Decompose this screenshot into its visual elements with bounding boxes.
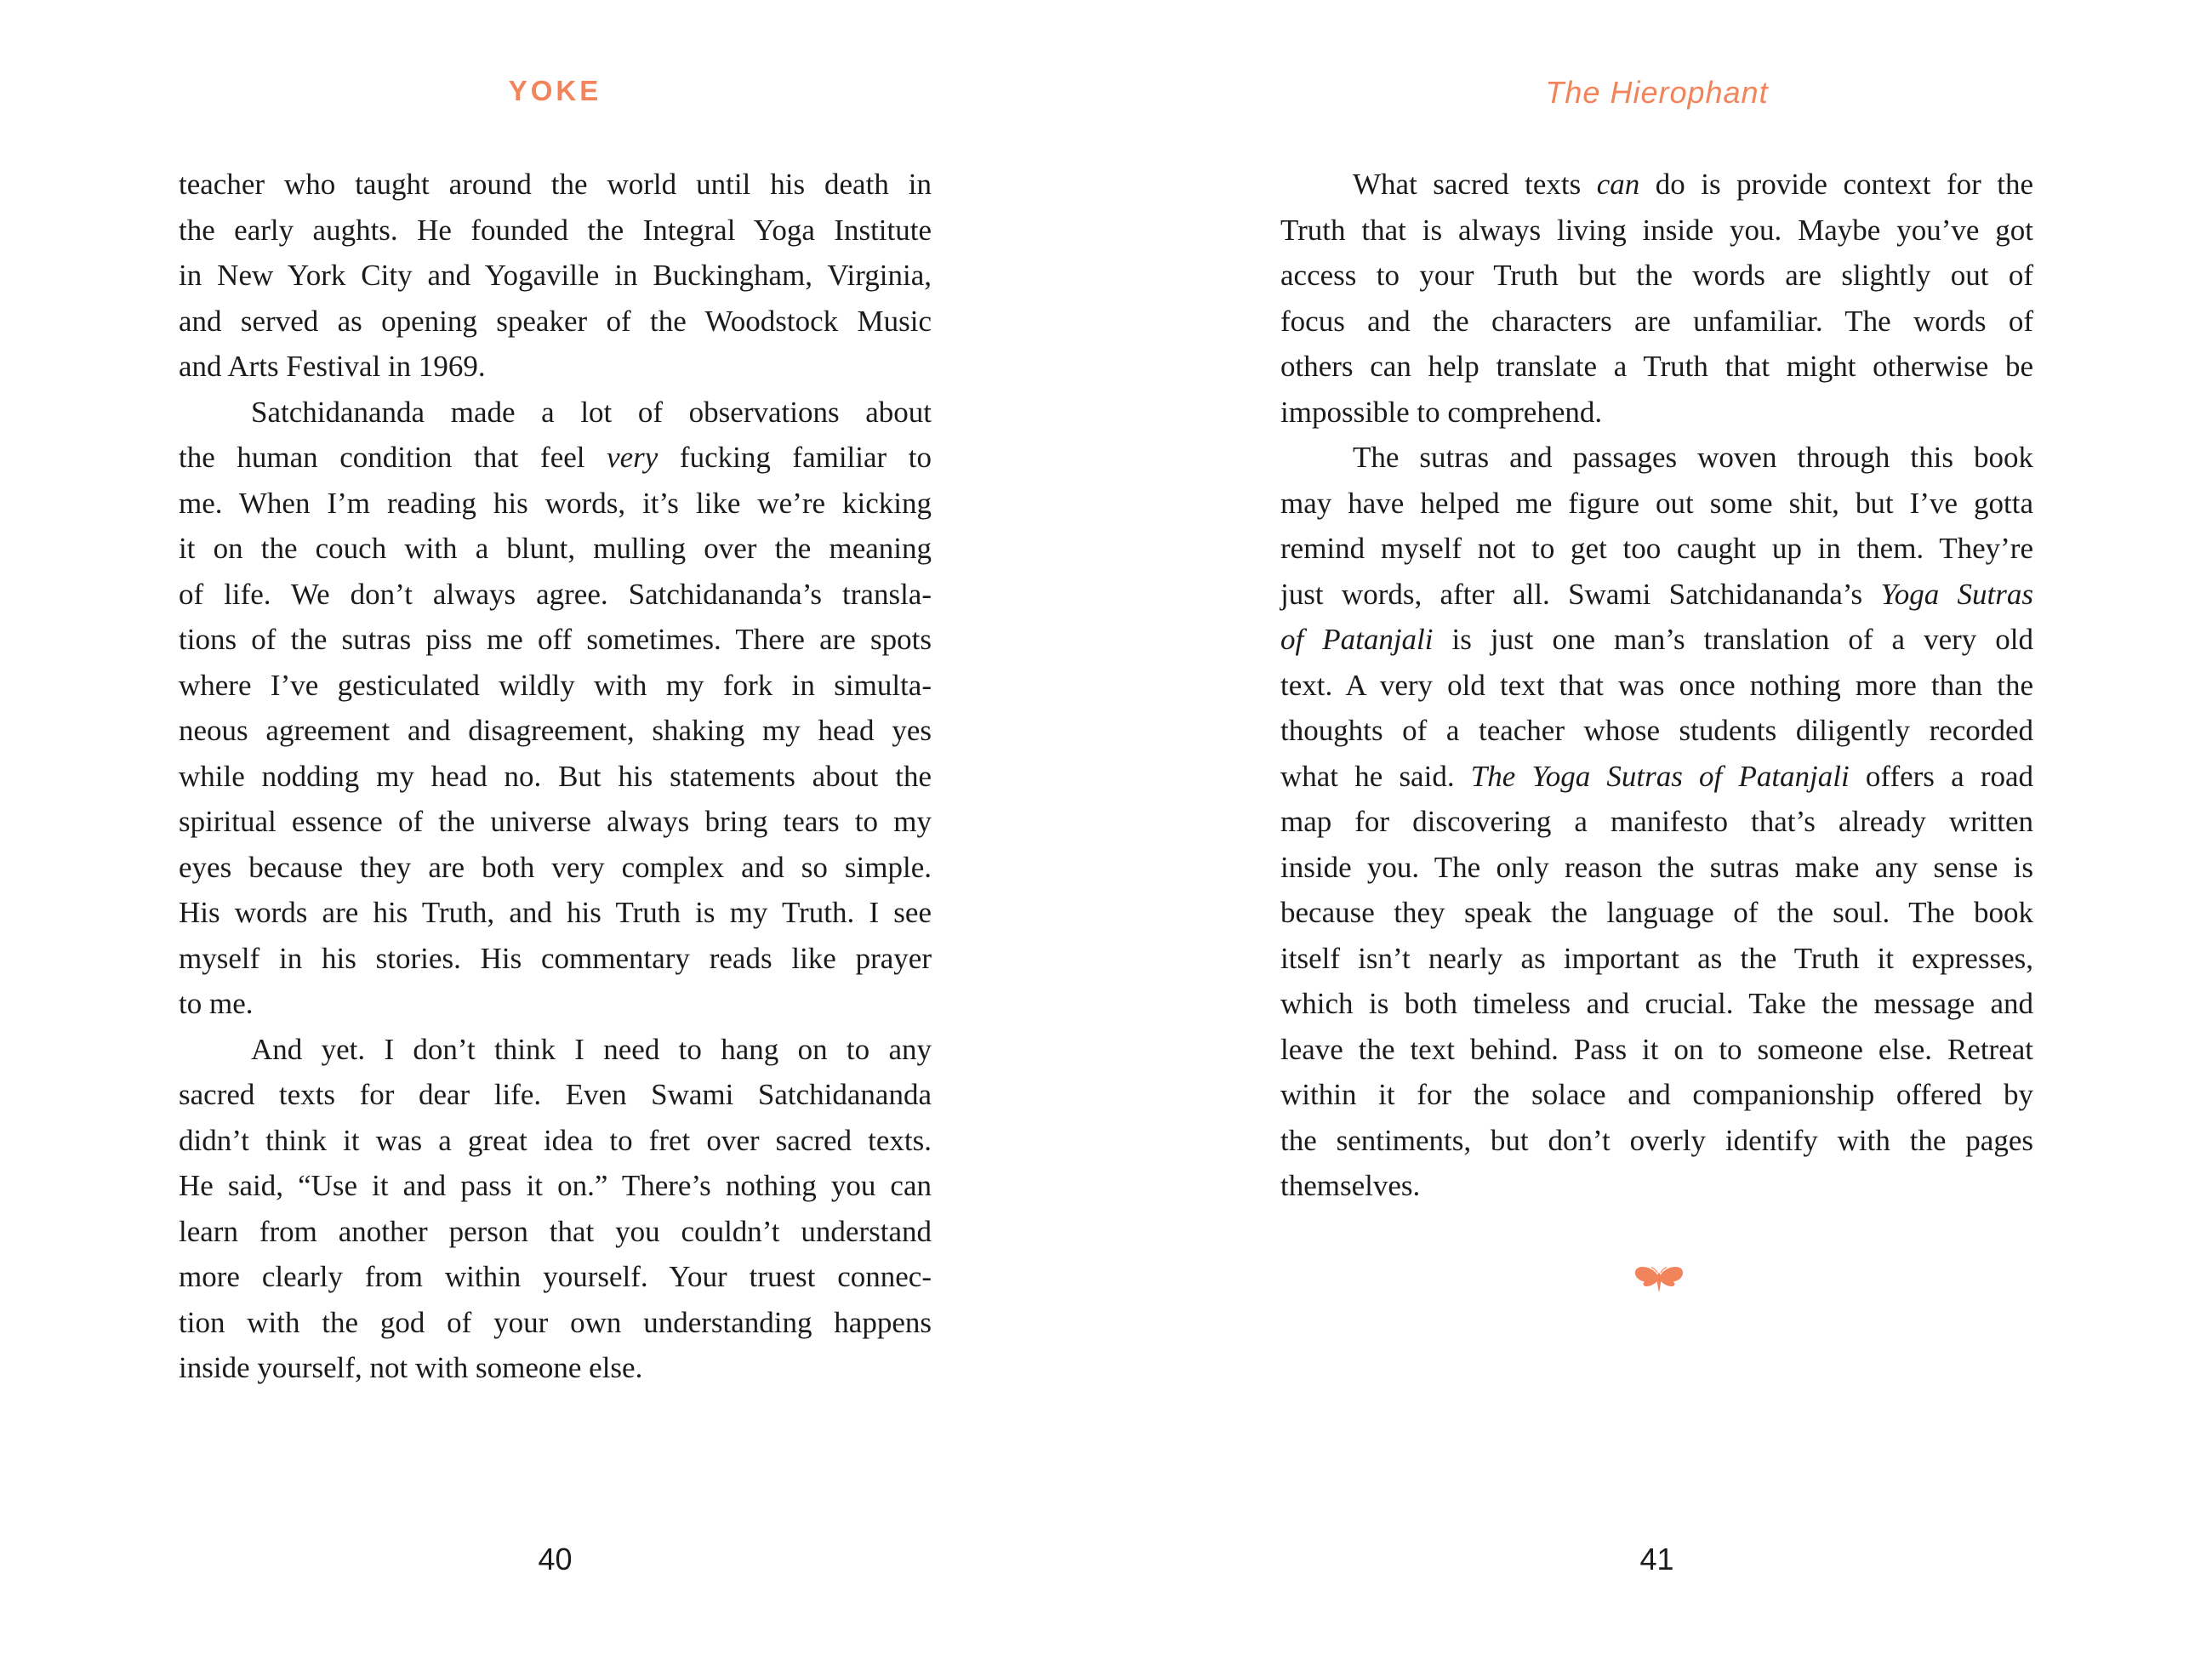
text-line: neous agreement and disagreement, shaking my head yes [179, 714, 932, 747]
italic-text: can [1596, 168, 1640, 201]
text-line: the human condition that feel very fucking familiar to [179, 441, 932, 474]
text-line: tion with the god of your own understanding happens [179, 1305, 932, 1339]
text-line: of life. We don’t always agree. Satchidananda’s transla- [179, 577, 932, 611]
text-line: His words are his Truth, and his Truth is my Truth. I see [179, 896, 932, 929]
text-line: map for discovering a manifesto that’s already written [1280, 805, 2033, 838]
text-line: access to your Truth but the words are slightly out of [1280, 259, 2033, 292]
text-line: The sutras and passages woven through this book [1353, 441, 2033, 474]
text-line: teacher who taught around the world until his death in [179, 168, 932, 201]
text-line: others can help translate a Truth that might otherwise be [1280, 350, 2033, 383]
text-line: the sentiments, but don’t overly identify with the pages [1280, 1123, 2033, 1157]
text-line: spiritual essence of the universe always bring tears to my [179, 805, 932, 838]
text-line: just words, after all. Swami Satchidananda’s Yoga Sutras [1280, 577, 2033, 611]
text-line: impossible to comprehend. [1280, 395, 1603, 429]
italic-text: Yoga Sutras [1880, 577, 2033, 611]
text-line: learn from another person that you couldn’t understand [179, 1214, 932, 1248]
text-line: didn’t think it was a great idea to fret over sacred texts. [179, 1123, 932, 1157]
text-line: themselves. [1280, 1169, 1421, 1202]
text-line: what he said. The Yoga Sutras of Patanjali offers a road [1280, 759, 2034, 793]
text-line: because they speak the language of the soul. The book [1280, 896, 2033, 929]
italic-text: The Yoga Sutras of Patanjali [1470, 759, 1850, 793]
italic-text: very [607, 441, 658, 474]
text-line: it on the couch with a blunt, mulling over the meaning [179, 532, 932, 565]
running-header-right: The Hierophant [1545, 75, 1769, 110]
text-line: Satchidananda made a lot of observations about [251, 395, 932, 429]
moth-icon [1628, 1263, 1690, 1298]
text-line: He said, “Use it and pass it on.” There’s nothing you can [179, 1169, 932, 1202]
text-line: itself isn’t nearly as important as the Truth it expresses, [1280, 941, 2033, 975]
text-line: to me. [179, 987, 254, 1020]
text-line: text. A very old text that was once nothing more than the [1280, 668, 2033, 702]
text-line: where I’ve gesticulated wildly with my fork in simulta- [179, 668, 932, 702]
text-line: may have helped me figure out some shit, but I’ve gotta [1280, 486, 2033, 520]
text-line: What sacred texts can do is provide context for the [1353, 168, 2033, 201]
text-line: focus and the characters are unfamiliar. The words of [1280, 304, 2033, 338]
page-number-left: 40 [538, 1542, 573, 1576]
text-line: And yet. I don’t think I need to hang on to any [251, 1032, 932, 1066]
text-line: leave the text behind. Pass it on to someone else. Retreat [1280, 1032, 2033, 1066]
text-line: eyes because they are both very complex and so simple. [179, 850, 932, 884]
page-number-right: 41 [1639, 1542, 1674, 1576]
text-line: the early aughts. He founded the Integral Yoga Institute [179, 213, 932, 247]
text-line: which is both timeless and crucial. Take the message and [1280, 987, 2033, 1020]
text-line: Truth that is always living inside you. Maybe you’ve got [1280, 213, 2033, 247]
body-text-right [1280, 162, 2033, 1209]
body-text-left [179, 162, 932, 1391]
running-header-left: YOKE [508, 75, 602, 106]
text-line: myself in his stories. His commentary reads like prayer [179, 941, 932, 975]
text-line: inside yourself, not with someone else. [179, 1351, 643, 1384]
text-line: of Patanjali is just one man’s translation of a very old [1280, 623, 2033, 656]
text-line: and served as opening speaker of the Woodstock Music [179, 304, 932, 338]
text-line: tions of the sutras piss me off sometimes. There are spots [179, 623, 932, 656]
text-line: inside you. The only reason the sutras make any sense is [1280, 850, 2033, 884]
text-line: and Arts Festival in 1969. [179, 350, 486, 383]
text-line: remind myself not to get too caught up in them. They’re [1280, 532, 2033, 565]
text-line: in New York City and Yogaville in Buckingham, Virginia, [179, 259, 932, 292]
text-line: thoughts of a teacher whose students diligently recorded [1280, 714, 2033, 747]
italic-text: of Patanjali [1280, 623, 1434, 656]
text-line: more clearly from within yourself. Your truest connec- [179, 1260, 932, 1293]
text-line: while nodding my head no. But his statements about the [179, 759, 932, 793]
text-line: sacred texts for dear life. Even Swami Satchidananda [179, 1078, 932, 1111]
text-line: me. When I’m reading his words, it’s like we’re kicking [179, 486, 932, 520]
text-line: within it for the solace and companionship offered by [1280, 1078, 2033, 1111]
